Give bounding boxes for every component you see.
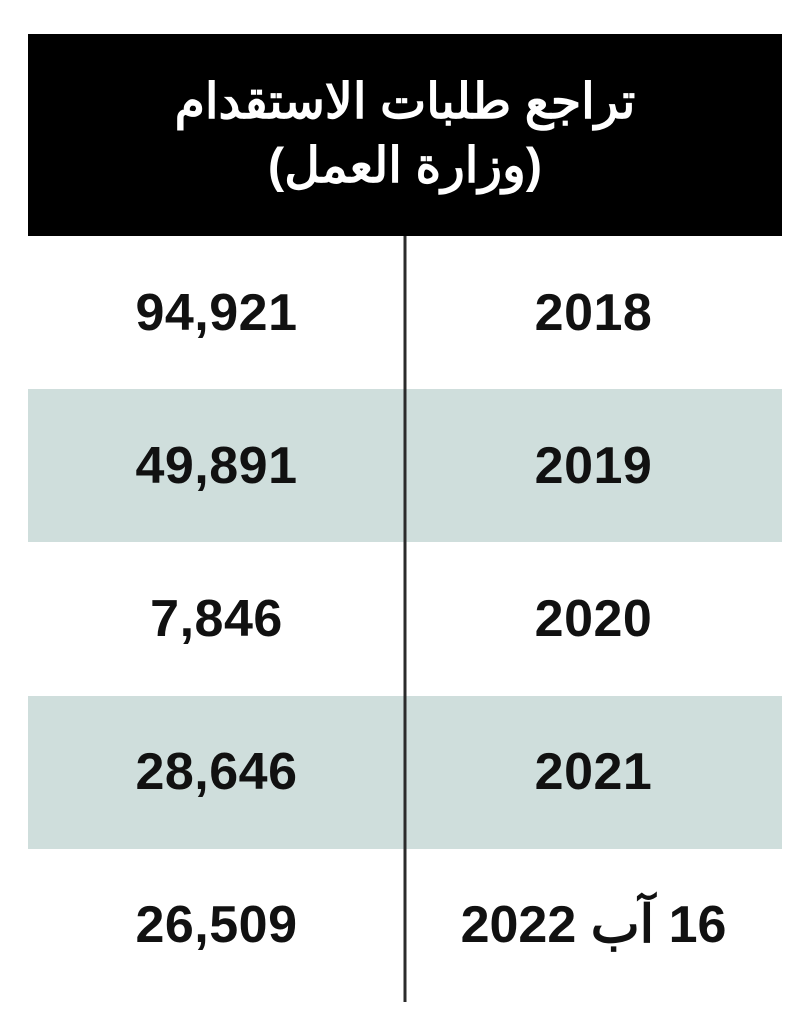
data-table — [28, 236, 782, 1002]
cell-value: 26,509 — [135, 896, 298, 955]
title-line-1: تراجع طلبات الاستقدام — [174, 75, 636, 130]
cell-year: 2021 — [534, 743, 653, 802]
infographic-card — [28, 34, 782, 1002]
cell-year: 2018 — [534, 283, 653, 342]
column-divider — [404, 236, 407, 1002]
cell-value: 49,891 — [135, 436, 298, 495]
title-block — [28, 34, 782, 236]
cell-value: 7,846 — [150, 590, 283, 648]
cell-value: 94,921 — [135, 283, 298, 342]
cell-year: 16 آب 2022 — [460, 896, 727, 955]
cell-year: 2020 — [534, 590, 653, 648]
title-line-2: (وزارة العمل) — [267, 139, 543, 193]
cell-year: 2019 — [534, 436, 653, 495]
cell-value: 28,646 — [135, 743, 298, 802]
